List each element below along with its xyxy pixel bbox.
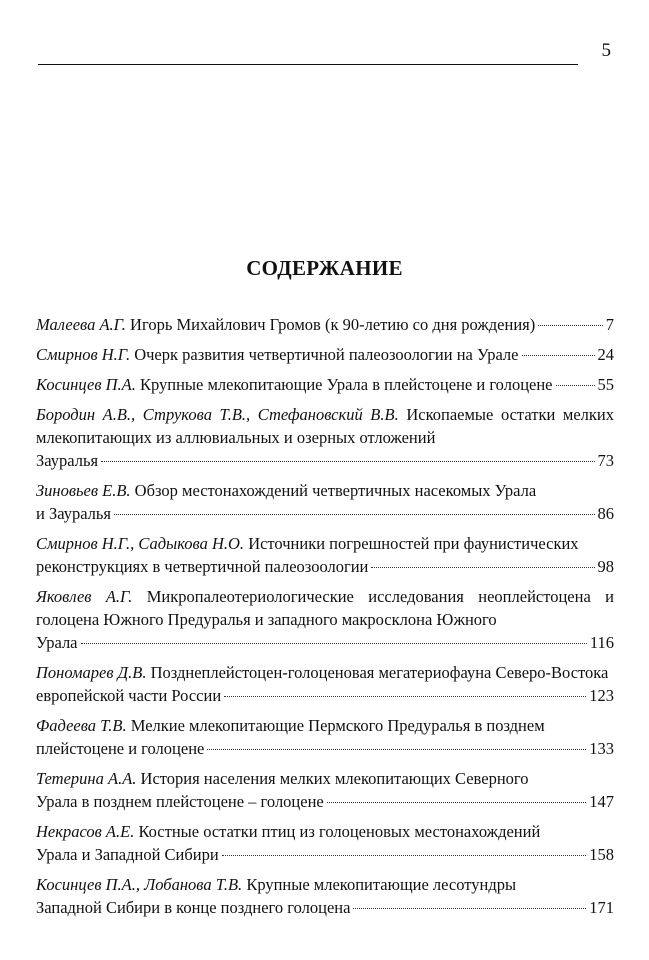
toc-entry (36, 873, 614, 919)
toc-entry-title (36, 714, 614, 737)
toc-entry-title-text: Крупные млекопитающие лесотундры (246, 875, 517, 894)
toc-entry-title-text: Урала (36, 633, 78, 652)
toc-entry-author: Пономарев Д.В. (36, 663, 147, 682)
toc-entry-last-line (36, 313, 614, 336)
toc-entry (36, 403, 614, 472)
toc-entry (36, 820, 614, 866)
toc-entry-title-text: Крупные млекопитающие Урала в плейстоцене и голоцене (139, 375, 553, 394)
dot-leader (353, 908, 586, 909)
toc-entry-page-number: 55 (597, 375, 614, 394)
toc-entry (36, 479, 614, 525)
toc-entry (36, 373, 614, 396)
toc-entry-title-text: Урала и Западной Сибири (36, 845, 219, 864)
toc-entry-title-text: Западной Сибири в конце позднего голоцена (36, 898, 351, 917)
toc-entry-last-line (36, 449, 614, 472)
dot-leader (81, 643, 587, 644)
toc-entry-title-text: Зауралья (36, 451, 99, 470)
toc-entry (36, 532, 614, 578)
toc-entry-title-text: Микропалеотериологические исследования неоплейстоцена и голоцена Южного Предуралья и западного макросклона Южного (36, 587, 615, 629)
toc-heading: СОДЕРЖАНИЕ (246, 256, 403, 280)
toc-entry-title-text: История населения мелких млекопитающих Северного (140, 769, 529, 788)
toc-entry-title (36, 661, 614, 684)
dot-leader (101, 461, 594, 462)
toc-entry-title-text: европейской части России (36, 686, 222, 705)
toc-entry (36, 343, 614, 366)
toc-entry-author: Яковлев А.Г. (36, 587, 133, 606)
toc-entry-last-line (36, 790, 614, 813)
dot-leader (522, 355, 595, 356)
toc-entry-author: Смирнов Н.Г., Садыкова Н.О. (36, 534, 245, 553)
toc-entry-title (36, 532, 614, 555)
toc-entry-last-line (36, 843, 614, 866)
toc-entry-last-line (36, 373, 614, 396)
toc-entry (36, 714, 614, 760)
toc-entry (36, 313, 614, 336)
toc-entry-title-text: Ископаемые остатки мелких млекопитающих из аллювиальных и озерных отложений (36, 405, 614, 447)
toc-entry-last-line (36, 896, 614, 919)
toc-entry-author: Некрасов А.Е. (36, 822, 135, 841)
toc-entry-last-line (36, 737, 614, 760)
dot-leader (114, 514, 594, 515)
toc-entry-title (36, 820, 614, 843)
dot-leader (538, 325, 603, 326)
toc-entry-title (36, 585, 614, 631)
toc-entry-title (36, 403, 614, 449)
toc-entry-author: Тетерина А.А. (36, 769, 137, 788)
dot-leader (371, 567, 594, 568)
toc-entry-author: Косинцев П.А. (36, 375, 136, 394)
toc-entry-page-number: 24 (597, 345, 614, 364)
toc-entry-page-number: 158 (589, 845, 614, 864)
dot-leader (222, 855, 587, 856)
toc-entry-author: Косинцев П.А., Лобанова Т.В. (36, 875, 243, 894)
toc-entry-title-text: Позднеплейстоцен-голоценовая мегатериофауна Северо-Востока (150, 663, 609, 682)
dot-leader (556, 385, 595, 386)
toc-entry-title-text: Костные остатки птиц из голоценовых местонахождений (138, 822, 541, 841)
toc-entry-page-number: 123 (589, 686, 614, 705)
toc-entry-page-number: 116 (589, 633, 614, 652)
toc-entry-title-text: Урала в позднем плейстоцене – голоцене (36, 792, 324, 811)
dot-leader (224, 696, 586, 697)
toc-entry (36, 661, 614, 707)
toc-entry (36, 767, 614, 813)
toc-entry-page-number: 7 (605, 315, 614, 334)
page-number: 5 (601, 40, 611, 61)
toc-entry-author: Зиновьев Е.В. (36, 481, 131, 500)
header-rule (38, 64, 578, 65)
toc-entry-title (36, 479, 614, 502)
dot-leader (327, 802, 587, 803)
toc-entry-page-number: 147 (589, 792, 614, 811)
toc-entry-last-line (36, 555, 614, 578)
toc-entry-title-text: реконструкциях в четвертичной палеозоологии (36, 557, 369, 576)
toc-entry-page-number: 98 (597, 557, 614, 576)
toc-entry-author: Малеева А.Г. (36, 315, 126, 334)
toc-entry-title-text: Мелкие млекопитающие Пермского Предуралья в позднем (130, 716, 545, 735)
toc-entry-last-line (36, 631, 614, 654)
toc-entry-author: Смирнов Н.Г. (36, 345, 131, 364)
toc-entry-author: Фадеева Т.В. (36, 716, 127, 735)
toc-entry-last-line (36, 502, 614, 525)
toc-entry-title (36, 873, 614, 896)
toc-entry-page-number: 133 (589, 739, 614, 758)
toc-entry-title-text: Обзор местонахождений четвертичных насекомых Урала (134, 481, 537, 500)
toc-entry-page-number: 171 (589, 898, 614, 917)
toc-entry-page-number: 73 (597, 451, 614, 470)
toc-entry-title-text: Источники погрешностей при фаунистических (248, 534, 579, 553)
table-of-contents (36, 313, 614, 926)
toc-entry-title-text: Очерк развития четвертичной палеозоологии на Урале (134, 345, 519, 364)
toc-entry-last-line (36, 343, 614, 366)
toc-entry-title-text: Игорь Михайлович Громов (к 90-летию со дня рождения) (130, 315, 536, 334)
toc-entry-title-text: и Зауралья (36, 504, 112, 523)
toc-entry-author: Бородин А.В., Струкова Т.В., Стефановский В.В. (36, 405, 399, 424)
toc-entry-title-text: плейстоцене и голоцене (36, 739, 205, 758)
toc-entry-title (36, 767, 614, 790)
toc-entry-page-number: 86 (597, 504, 614, 523)
toc-entry-last-line (36, 684, 614, 707)
dot-leader (207, 749, 586, 750)
toc-entry (36, 585, 614, 654)
